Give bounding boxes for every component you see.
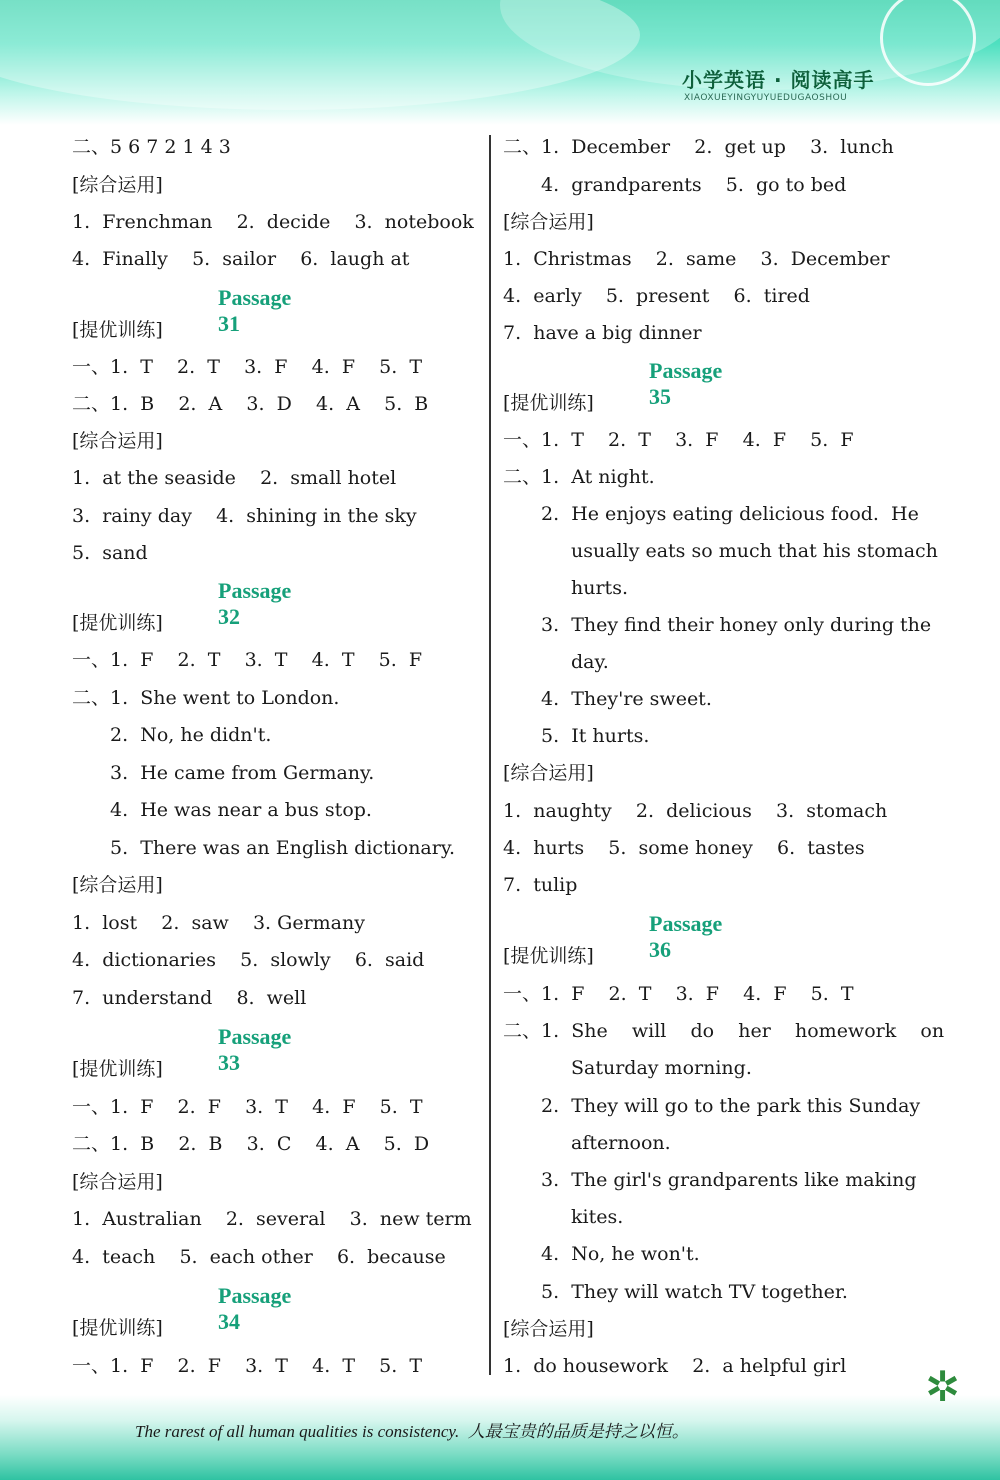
answer-line: 一、1. F 2. F 3. T 4. T 5. T <box>72 1355 423 1377</box>
sun-icon <box>880 0 976 86</box>
palm-tree-icon: ✲ <box>925 1362 961 1411</box>
answer-line: 二、1. B 2. B 3. C 4. A 5. D <box>72 1133 430 1155</box>
answer-line: 4. They're sweet. <box>541 688 712 710</box>
answer-line: 一、1. T 2. T 3. F 4. F 5. T <box>72 356 423 378</box>
answer-line: 二、1. At night. <box>503 466 655 488</box>
passage-heading: Passage 33 <box>218 1024 292 1075</box>
book-title: 小学英语 · 阅读高手 <box>682 68 875 92</box>
answer-line: 一、1. F 2. F 3. T 4. F 5. T <box>72 1096 423 1118</box>
answer-line: kites. <box>571 1206 624 1228</box>
answer-line: 二、1. December 2. get up 3. lunch <box>503 136 894 158</box>
section-label: [提优训练] <box>503 945 594 967</box>
section-label: [综合运用] <box>72 1171 163 1193</box>
answer-line: day. <box>571 651 609 673</box>
answer-line: 4. grandparents 5. go to bed <box>541 174 847 196</box>
answer-line: afternoon. <box>571 1132 671 1154</box>
answer-line: 3. They find their honey only during the <box>541 614 932 636</box>
section-label: [综合运用] <box>72 174 163 196</box>
answer-line: 3. rainy day 4. shining in the sky <box>72 505 417 527</box>
answer-line: 4. dictionaries 5. slowly 6. said <box>72 949 425 971</box>
answer-line: 1. Australian 2. several 3. new term <box>72 1208 472 1230</box>
answer-line: Saturday morning. <box>571 1057 752 1079</box>
answer-line: 一、1. F 2. T 3. F 4. F 5. T <box>503 983 854 1005</box>
passage-heading: Passage 34 <box>218 1283 292 1334</box>
section-label: [综合运用] <box>503 1318 594 1340</box>
answer-line: 7. have a big dinner <box>503 322 702 344</box>
answer-line: hurts. <box>571 577 628 599</box>
section-label: [提优训练] <box>72 1058 163 1080</box>
answer-line: 二、1. She went to London. <box>72 687 340 709</box>
answer-line: 2. No, he didn't. <box>110 724 272 746</box>
answer-line: 1. Christmas 2. same 3. December <box>503 248 890 270</box>
answer-line: 4. He was near a bus stop. <box>110 799 372 821</box>
answer-line: 2. He enjoys eating delicious food. He <box>541 503 919 525</box>
answer-line: 一、1. T 2. T 3. F 4. F 5. F <box>503 429 854 451</box>
answer-line: 二、5 6 7 2 1 4 3 <box>72 136 231 158</box>
section-label: [提优训练] <box>72 612 163 634</box>
answer-line: 4. hurts 5. some honey 6. tastes <box>503 837 865 859</box>
section-label: [综合运用] <box>72 874 163 896</box>
answer-line: 7. understand 8. well <box>72 987 307 1009</box>
answer-line: 4. Finally 5. sailor 6. laugh at <box>72 248 410 270</box>
answer-line: 5. sand <box>72 542 148 564</box>
section-label: [提优训练] <box>503 392 594 414</box>
answer-line: 5. There was an English dictionary. <box>110 837 456 859</box>
answer-line: 1. naughty 2. delicious 3. stomach <box>503 800 888 822</box>
answer-line: 1. at the seaside 2. small hotel <box>72 467 397 489</box>
answer-line: 一、1. F 2. T 3. T 4. T 5. F <box>72 649 423 671</box>
answer-line: 4. early 5. present 6. tired <box>503 285 810 307</box>
answer-line: 1. Frenchman 2. decide 3. notebook <box>72 211 474 233</box>
passage-heading: Passage 31 <box>218 285 292 336</box>
answer-line: 4. No, he won't. <box>541 1243 700 1265</box>
answer-line: 3. He came from Germany. <box>110 762 375 784</box>
answer-line: 7. tulip <box>503 874 578 896</box>
answer-line: 5. They will watch TV together. <box>541 1281 848 1303</box>
answer-line: usually eats so much that his stomach <box>571 540 938 562</box>
section-label: [提优训练] <box>72 319 163 341</box>
footer-quote: The rarest of all human qualities is consistency. 人最宝贵的品质是持之以恒。 <box>135 1422 689 1441</box>
answer-line: 1. do housework 2. a helpful girl <box>503 1355 847 1377</box>
answer-line: 二、1. She will do her homework on <box>503 1020 945 1042</box>
answer-line: 二、1. B 2. A 3. D 4. A 5. B <box>72 393 429 415</box>
page-header-banner <box>0 0 1000 125</box>
answer-line: 3. The girl's grandparents like making <box>541 1169 917 1191</box>
passage-heading: Passage 35 <box>649 358 723 409</box>
section-label: [综合运用] <box>503 211 594 233</box>
passage-heading: Passage 36 <box>649 911 723 962</box>
passage-heading: Passage 32 <box>218 578 292 629</box>
section-label: [综合运用] <box>72 430 163 452</box>
answer-line: 4. teach 5. each other 6. because <box>72 1246 446 1268</box>
column-divider <box>489 135 491 1375</box>
answer-line: 1. lost 2. saw 3. Germany <box>72 912 365 934</box>
book-title-pinyin: XIAOXUEYINGYUYUEDUGAOSHOU <box>684 93 848 103</box>
answer-line: 2. They will go to the park this Sunday <box>541 1095 921 1117</box>
section-label: [综合运用] <box>503 762 594 784</box>
section-label: [提优训练] <box>72 1317 163 1339</box>
answer-line: 5. It hurts. <box>541 725 650 747</box>
